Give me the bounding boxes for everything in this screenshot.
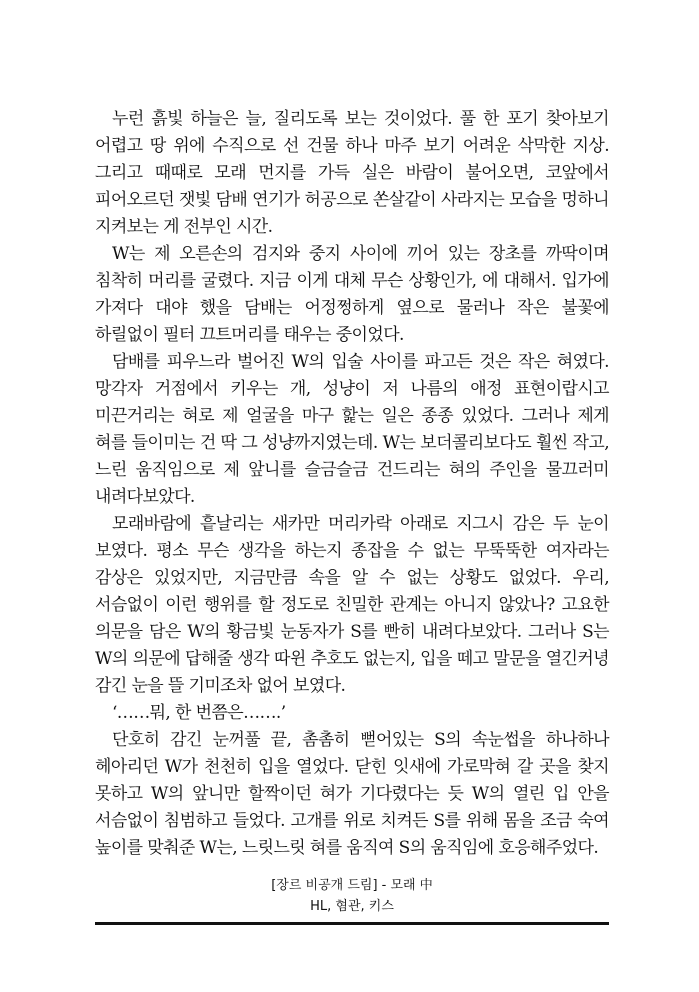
paragraph-4: 모래바람에 흩날리는 새카만 머리카락 아래로 지그시 감은 두 눈이 보였다. 평소 무슨 생각을 하는지 종잡을 수 없는 무뚝뚝한 여자라는 감상은 있었지만, 지금만큼 속을 알 수 없는 상황도 없었다. 우리, 서슴없이 이런 행위를 할 정도로 친밀한 관계는 아니지 않았나? 고요한 의문을 담은 W의 황금빛 눈동자가 S를 빤히 내려다보았다. 그러나 S는 W의 의문에 답해줄 생각 따윈 추호도 없는지, 입을 떼고 말문을 열긴커녕 감긴 눈을 뜰 기미조차 없어 보였다. — [95, 514, 609, 696]
paragraph-5-thought: ‘……뭐, 한 번쯤은…….’ — [112, 703, 286, 723]
story-body — [95, 106, 609, 862]
paragraph-2: W는 제 오른손의 검지와 중지 사이에 끼어 있는 장초를 까딱이며 침착히 머리를 굴렸다. 지금 이게 대체 무슨 상황인가, 에 대해서. 입가에 가져다 대야 했을 담배는 어정쩡하게 옆으로 물러나 작은 불꽃에 하릴없이 필터 끄트머리를 태우는 중이었다. — [95, 244, 609, 345]
paragraph-6: 단호히 감긴 눈꺼풀 끝, 촘촘히 뻗어있는 S의 속눈썹을 하나하나 헤아리던 W가 천천히 입을 열었다. 닫힌 잇새에 가로막혀 갈 곳을 찾지 못하고 W의 앞니만 할짝이던 혀가 기다렸다는 듯 W의 열린 입 안을 서슴없이 침범하고 들었다. 고개를 위로 치켜든 S를 위해 몸을 조금 숙여 높이를 맞춰준 W는, 느릿느릿 혀를 움직여 S의 움직임에 호응해주었다. — [95, 730, 609, 858]
paragraph-1: 누런 흙빛 하늘은 늘, 질리도록 보는 것이었다. 풀 한 포기 찾아보기 어렵고 땅 위에 수직으로 선 건물 하나 마주 보기 어려운 삭막한 지상. 그리고 때때로 모래 먼지를 가득 실은 바람이 불어오면, 코앞에서 피어오르던 잿빛 담배 연기가 허공으로 쏜살같이 사라지는 모습을 멍하니 지켜보는 게 전부인 시간. — [95, 109, 609, 237]
bottom-rule — [95, 922, 609, 925]
caption-title: [장르 비공개 드림] - 모래 中 — [271, 878, 433, 893]
caption-tags: HL, 혐관, 키스 — [310, 899, 394, 914]
paragraph-3: 담배를 피우느라 벌어진 W의 입술 사이를 파고든 것은 작은 혀였다. 망각자 거점에서 키우는 개, 성냥이 저 나름의 애정 표현이랍시고 미끈거리는 혀로 제 얼굴을 마구 핥는 일은 종종 있었다. 그러나 제게 혀를 들이미는 건 딱 그 성냥까지였는데. W는 보더콜리보다도 훨씬 작고, 느린 움직임으로 제 앞니를 슬금슬금 건드리는 혀의 주인을 물끄러미 내려다보았다. — [95, 352, 609, 507]
